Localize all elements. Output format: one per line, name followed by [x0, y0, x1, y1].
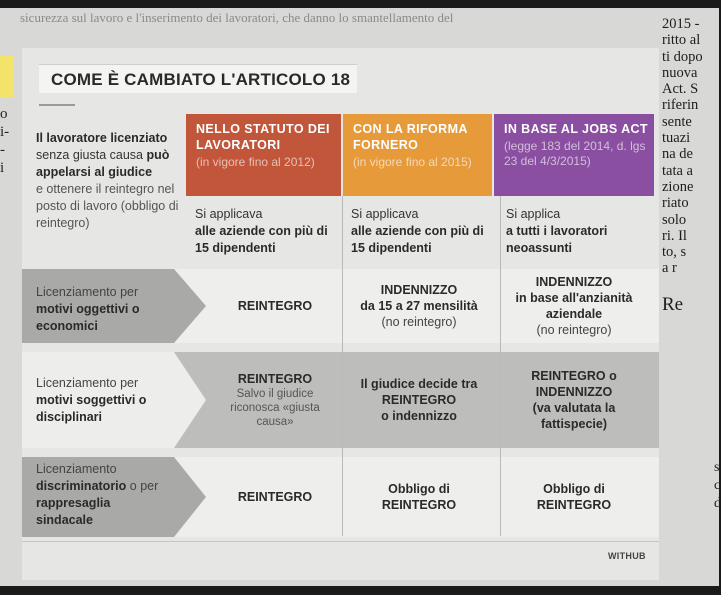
- article-line: to, s: [662, 244, 687, 261]
- row-label: [36, 375, 176, 426]
- cell-note: Salvo il giudice riconosca «giusta causa»: [230, 388, 320, 428]
- article-line: ritto al: [662, 32, 701, 49]
- column-title: IN BASE AL JOBS ACT: [504, 122, 648, 136]
- row-label: [36, 461, 166, 529]
- left-margin: [0, 48, 24, 588]
- intro-bold: può appelarsi al giudice: [36, 148, 170, 179]
- cell-bold-line: in base all'anzianità aziendale: [515, 291, 633, 321]
- article-line: 2015 -: [662, 16, 700, 32]
- article-line: riato: [662, 195, 689, 212]
- applies-bold: a tutti i lavoratori neoassunti: [506, 224, 608, 255]
- cell-statuto: [206, 269, 344, 343]
- column-subtitle: (in vigore fino al 2012): [196, 155, 315, 169]
- cell-bold: INDENNIZZO: [535, 275, 613, 289]
- cell-bold-line: (va valutata la fattispecie): [532, 401, 616, 431]
- article-char: s: [714, 460, 720, 475]
- row-label-bold: rappresaglia sindacale: [36, 496, 111, 527]
- row-label-normal: Licenziamento per: [36, 285, 139, 299]
- cell-bold: REINTEGRO: [237, 490, 313, 504]
- left-margin-char: o: [0, 106, 8, 122]
- column-header-statuto: [186, 114, 341, 196]
- cell-fornero: [344, 457, 494, 537]
- applies-bold: alle aziende con più di 15 dipendenti: [195, 224, 328, 255]
- cell-note: (no reintegro): [536, 323, 612, 337]
- article-line: a r: [662, 260, 677, 277]
- cell-note: (no reintegro): [381, 315, 457, 329]
- cell-bold: INDENNIZZO: [380, 283, 458, 297]
- article-line: tata a: [662, 162, 693, 179]
- credit-label: WITHUB: [608, 551, 646, 561]
- article-line: Act. S: [662, 81, 699, 98]
- yellow-highlight-block: [0, 56, 14, 98]
- table-row: [22, 269, 659, 343]
- cell-bold: Obbligo di REINTEGRO: [536, 482, 612, 512]
- top-article-text: sicurezza sul lavoro e l'inserimento dei lavoratori, che danno lo smantellamento del: [20, 10, 454, 25]
- cell-fornero: [344, 269, 494, 343]
- table-row: [22, 352, 659, 448]
- row-label-normal: o per: [126, 479, 159, 493]
- cell-bold: Obbligo di REINTEGRO: [381, 482, 457, 512]
- applies-text-jobs-act: [506, 206, 651, 257]
- cell-bold: REINTEGRO: [237, 299, 313, 313]
- cell-statuto: [206, 352, 344, 448]
- applies-prefix: Si applicava: [195, 207, 263, 221]
- column-header-jobs-act: [494, 114, 654, 196]
- article-line: solo: [662, 211, 687, 228]
- row-label-normal: Licenziamento per: [36, 376, 139, 390]
- cell-bold-line: da 15 a 27 mensilità: [360, 299, 478, 313]
- column-divider: [500, 196, 501, 536]
- cell-bold: REINTEGRO: [237, 372, 313, 386]
- column-title: NELLO STATUTO DEI LAVORATORI: [196, 122, 330, 152]
- row-label: [36, 284, 176, 335]
- cell-bold-line: Il giudice decide tra: [360, 377, 478, 391]
- title-rule: [39, 104, 75, 106]
- column-subtitle: (legge 183 del 2014, d. lgs 23 del 4/3/2015): [504, 139, 646, 168]
- column-subtitle: (in vigore fino al 2015): [353, 155, 472, 169]
- row-label-bold: motivi oggettivi o economici: [36, 302, 140, 333]
- applies-prefix: Si applica: [506, 207, 561, 221]
- article-line: ri. Il: [662, 227, 687, 244]
- cell-statuto: [206, 457, 344, 537]
- article-line: zione: [662, 178, 694, 195]
- cell-bold: REINTEGRO: [381, 393, 457, 407]
- applies-text-fornero: [351, 206, 491, 257]
- table-row: [22, 457, 659, 537]
- article-line: nuova: [662, 64, 698, 81]
- applies-bold: alle aziende con più di 15 dipendenti: [351, 224, 484, 255]
- infographic-title: COME È CAMBIATO L'ARTICOLO 18: [39, 64, 357, 93]
- column-header-fornero: [343, 114, 492, 196]
- article-line: na de: [662, 146, 693, 163]
- applies-text-statuto: [195, 206, 340, 257]
- cell-jobs-act: [494, 269, 654, 343]
- column-divider: [342, 196, 343, 536]
- cell-fornero: [344, 352, 494, 448]
- applies-prefix: Si applicava: [351, 207, 419, 221]
- cell-jobs-act: [494, 352, 654, 448]
- article-line: ti dopo: [662, 48, 703, 65]
- newspaper-page: [0, 8, 719, 586]
- left-margin-char: -: [0, 142, 5, 158]
- left-margin-char: i: [0, 160, 5, 176]
- intro-bold: Il lavoratore licenziato: [36, 131, 168, 145]
- cell-bold: REINTEGRO o INDENNIZZO: [531, 369, 617, 399]
- right-article-column: [662, 16, 719, 586]
- article-line: riferin: [662, 97, 699, 114]
- left-margin-char: i-: [0, 124, 10, 140]
- article-char: d: [714, 496, 721, 511]
- cell-bold-line: o indennizzo: [381, 409, 457, 423]
- cell-jobs-act: [494, 457, 654, 537]
- article-heading: Re: [662, 293, 684, 315]
- infographic-panel: [22, 48, 659, 580]
- bottom-rule: [22, 541, 659, 542]
- row-label-bold: motivi soggettivi o disciplinari: [36, 393, 147, 424]
- article-char: c: [714, 478, 721, 493]
- intro-light: e ottenere il reintegro nel posto di lavoro (obbligo di reintegro): [36, 182, 179, 230]
- article-line: sente: [662, 113, 692, 130]
- column-title: CON LA RIFORMA FORNERO: [353, 122, 468, 152]
- article-line: tuazi: [662, 130, 691, 147]
- row-label-normal: Licenziamento: [36, 462, 117, 476]
- row-label-bold: discriminatorio: [36, 479, 127, 493]
- intro-normal: senza giusta causa: [36, 148, 147, 162]
- intro-text: [36, 130, 186, 232]
